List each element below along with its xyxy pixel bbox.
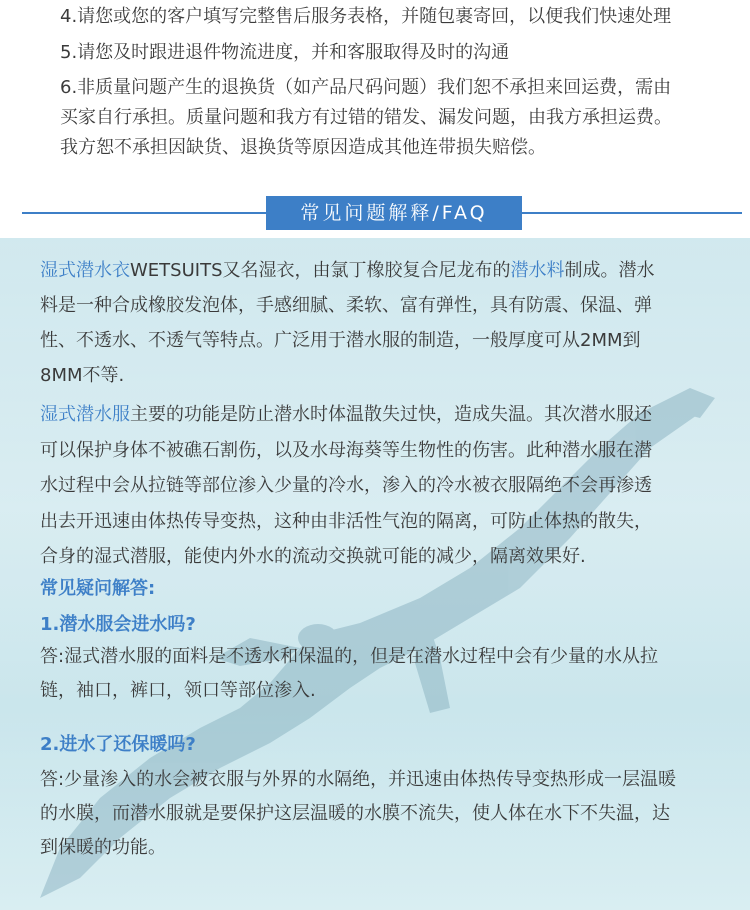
wetsuit-function-line-1: 湿式潜水服主要的功能是防止潜水时体温散失过快，造成失温。其次潜水服还	[40, 404, 652, 425]
question-2: 2.进水了还保暖吗?	[40, 734, 196, 755]
term-wet-diving-suit: 湿式潜水服	[40, 404, 130, 425]
term-diving-material: 潜水料	[510, 260, 565, 281]
wetsuit-intro-line-4: 8MM不等.	[40, 365, 125, 386]
wetsuit-intro-line-1: 湿式潜水衣WETSUITS又名湿衣，由氯丁橡胶复合尼龙布的潜水料制成。潜水	[40, 260, 655, 281]
policy-item-6-line-2: 买家自行承担。质量问题和我方有过错的错发、漏发问题，由我方承担运费。	[60, 107, 672, 128]
policy-item-6-line-1: 6.非质量问题产生的退换货（如产品尺码问题）我们恕不承担来回运费，需由	[60, 77, 672, 98]
policy-item-4: 4.请您或您的客户填写完整售后服务表格，并随包裹寄回，以便我们快速处理	[60, 6, 672, 27]
answer-2-line-3: 到保暖的功能。	[40, 837, 166, 858]
qa-heading: 常见疑问解答:	[40, 578, 156, 599]
wetsuit-function-line-4: 出去开迅速由体热传导变热，这种由非活性气泡的隔离，可防止体热的散失，	[40, 511, 652, 532]
faq-header	[0, 196, 750, 232]
answer-1-line-2: 链，袖口，裤口，领口等部位渗入.	[40, 680, 316, 701]
answer-2-line-1: 答:少量渗入的水会被衣服与外界的水隔绝，并迅速由体热传导变热形成一层温暖	[40, 769, 677, 790]
question-1: 1.潜水服会进水吗?	[40, 614, 196, 635]
policy-item-5: 5.请您及时跟进退件物流进度，并和客服取得及时的沟通	[60, 42, 510, 63]
answer-1-line-1: 答:湿式潜水服的面料是不透水和保温的，但是在潜水过程中会有少量的水从拉	[40, 646, 659, 667]
wetsuit-function-line-3: 水过程中会从拉链等部位渗入少量的冷水，渗入的冷水被衣服隔绝不会再渗透	[40, 475, 652, 496]
faq-title: 常见问题解释/FAQ	[266, 196, 522, 230]
wetsuit-function-line-2: 可以保护身体不被礁石割伤，以及水母海葵等生物性的伤害。此种潜水服在潜	[40, 440, 652, 461]
wetsuit-intro-line-2: 料是一种合成橡胶发泡体，手感细腻、柔软、富有弹性，具有防震、保温、弹	[40, 295, 652, 316]
answer-2-line-2: 的水膜，而潜水服就是要保护这层温暖的水膜不流失，使人体在水下不失温，达	[40, 803, 670, 824]
wetsuit-intro-line-3: 性、不透水、不透气等特点。广泛用于潜水服的制造，一般厚度可从2MM到	[40, 330, 641, 351]
wetsuit-function-line-5: 合身的湿式潜服，能使内外水的流动交换就可能的减少，隔离效果好.	[40, 546, 586, 567]
policy-item-6-line-3: 我方恕不承担因缺货、退换货等原因造成其他连带损失赔偿。	[60, 137, 546, 158]
faq-content	[0, 238, 750, 910]
term-wetsuit: 湿式潜水衣	[40, 260, 130, 281]
